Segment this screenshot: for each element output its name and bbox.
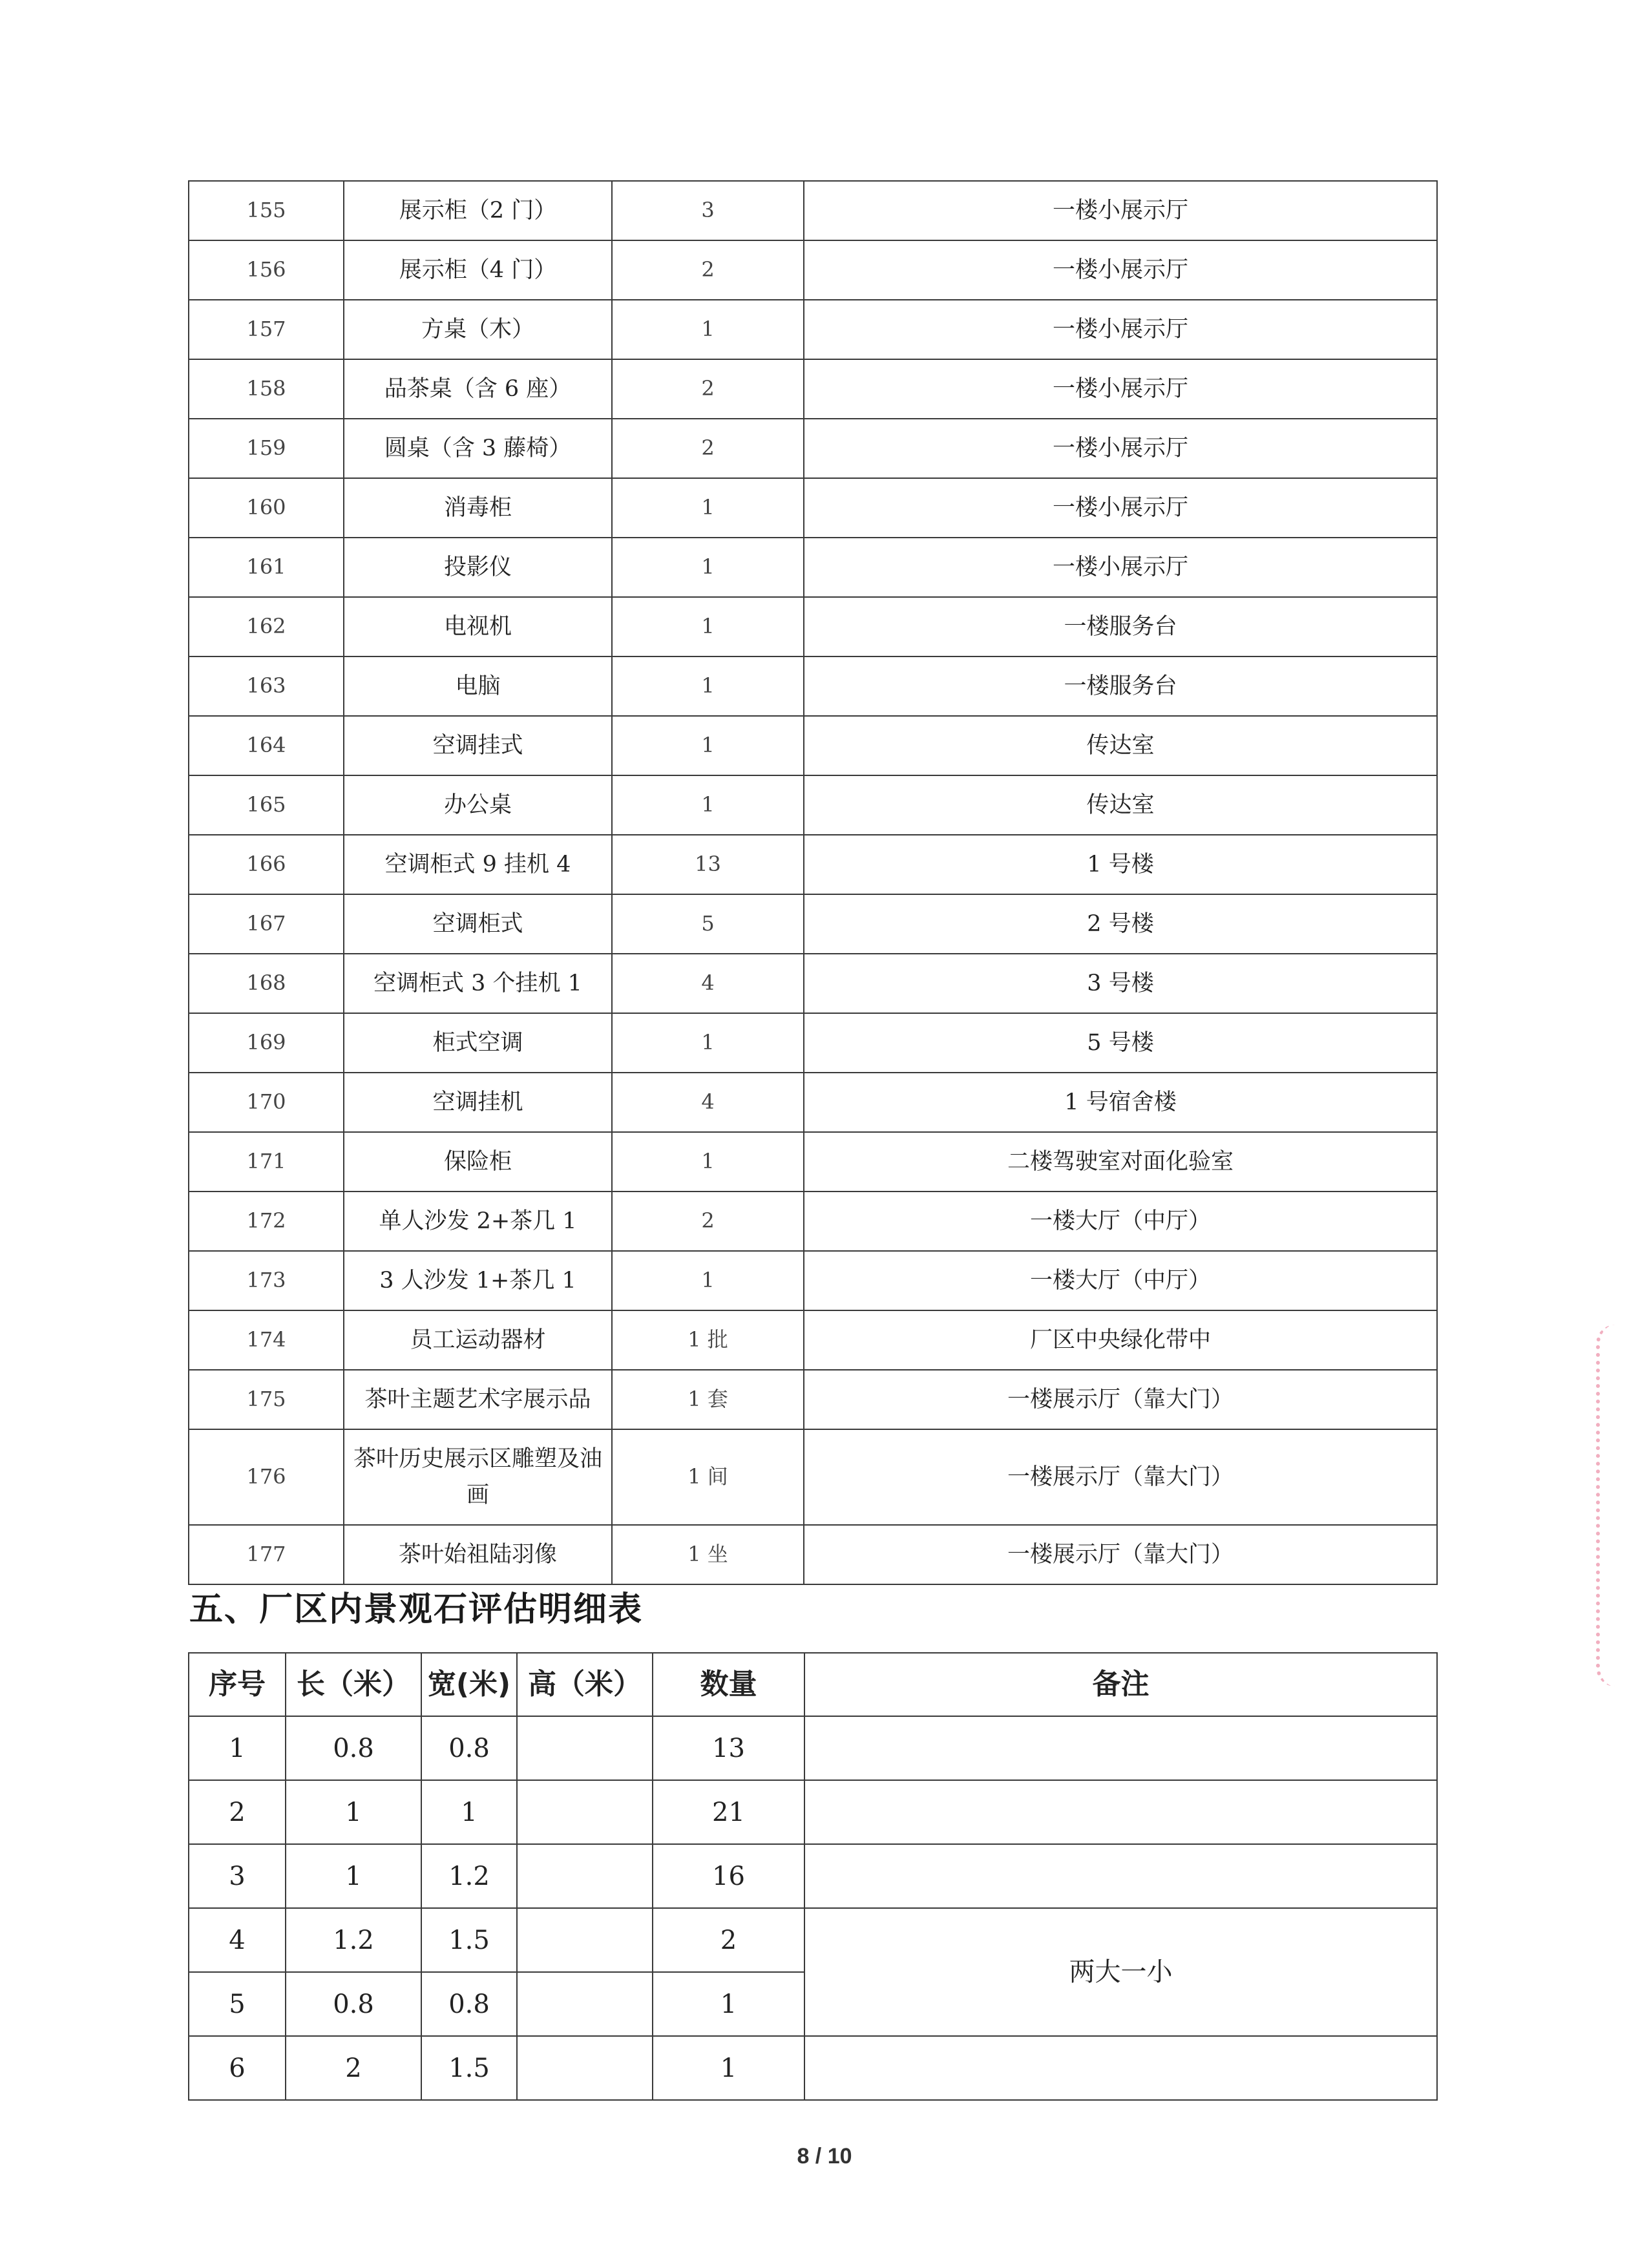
table-row xyxy=(189,835,1437,894)
item-location: 5 号楼 xyxy=(804,1013,1437,1073)
item-qty: 2 xyxy=(612,359,804,419)
item-no: 173 xyxy=(189,1251,344,1310)
item-location: 一楼小展示厅 xyxy=(804,478,1437,538)
table-row xyxy=(189,1716,1437,1780)
item-location: 一楼小展示厅 xyxy=(804,300,1437,359)
item-no: 163 xyxy=(189,656,344,716)
table-row xyxy=(189,1251,1437,1310)
item-no: 169 xyxy=(189,1013,344,1073)
page-number: 8 / 10 xyxy=(797,2144,852,2168)
stone-length: 1 xyxy=(286,1844,421,1908)
item-qty: 1 xyxy=(612,1251,804,1310)
stone-note xyxy=(804,1844,1437,1908)
table-row xyxy=(189,1013,1437,1073)
item-qty: 1 xyxy=(612,597,804,656)
stone-height xyxy=(517,1908,653,1972)
item-no: 172 xyxy=(189,1192,344,1251)
table-row xyxy=(189,1525,1437,1584)
item-name: 3 人沙发 1+茶几 1 xyxy=(344,1251,612,1310)
stone-table-header-row xyxy=(189,1653,1437,1716)
item-no: 177 xyxy=(189,1525,344,1584)
item-name: 品茶桌（含 6 座） xyxy=(344,359,612,419)
item-qty: 2 xyxy=(612,419,804,478)
red-seal-stamp-fragment xyxy=(1596,1325,1645,1686)
table-row xyxy=(189,419,1437,478)
table-row xyxy=(189,954,1437,1013)
item-location: 厂区中央绿化带中 xyxy=(804,1310,1437,1370)
stone-qty: 1 xyxy=(653,2036,804,2100)
item-no: 164 xyxy=(189,716,344,775)
stone-no: 2 xyxy=(189,1780,286,1844)
item-location: 一楼展示厅（靠大门） xyxy=(804,1370,1437,1429)
item-name: 电脑 xyxy=(344,656,612,716)
header-note: 备注 xyxy=(804,1653,1437,1716)
item-qty: 4 xyxy=(612,1073,804,1132)
stone-width: 1.5 xyxy=(421,2036,517,2100)
item-no: 167 xyxy=(189,894,344,954)
item-location: 一楼小展示厅 xyxy=(804,240,1437,300)
item-no: 174 xyxy=(189,1310,344,1370)
item-qty: 1 xyxy=(612,716,804,775)
item-no: 155 xyxy=(189,181,344,240)
item-no: 166 xyxy=(189,835,344,894)
item-qty: 13 xyxy=(612,835,804,894)
item-no: 162 xyxy=(189,597,344,656)
item-qty: 1 间 xyxy=(612,1429,804,1525)
item-location: 一楼服务台 xyxy=(804,656,1437,716)
item-name: 空调挂机 xyxy=(344,1073,612,1132)
item-location: 传达室 xyxy=(804,716,1437,775)
item-location: 一楼展示厅（靠大门） xyxy=(804,1429,1437,1525)
table-row xyxy=(189,894,1437,954)
item-qty: 5 xyxy=(612,894,804,954)
item-qty: 1 坐 xyxy=(612,1525,804,1584)
item-no: 159 xyxy=(189,419,344,478)
item-qty: 4 xyxy=(612,954,804,1013)
item-name: 空调柜式 xyxy=(344,894,612,954)
landscape-stone-table xyxy=(188,1652,1438,2101)
stone-qty: 13 xyxy=(653,1716,804,1780)
item-qty: 1 xyxy=(612,300,804,359)
item-qty: 2 xyxy=(612,1192,804,1251)
table-row xyxy=(189,775,1437,835)
item-name: 茶叶历史展示区雕塑及油画 xyxy=(344,1429,612,1525)
item-qty: 1 xyxy=(612,775,804,835)
stone-height xyxy=(517,1780,653,1844)
item-location: 一楼服务台 xyxy=(804,597,1437,656)
item-qty: 3 xyxy=(612,181,804,240)
item-qty: 1 xyxy=(612,478,804,538)
stone-width: 0.8 xyxy=(421,1972,517,2036)
item-location: 一楼小展示厅 xyxy=(804,419,1437,478)
header-length: 长（米） xyxy=(286,1653,421,1716)
stone-length: 1.2 xyxy=(286,1908,421,1972)
stone-length: 2 xyxy=(286,2036,421,2100)
item-name: 柜式空调 xyxy=(344,1013,612,1073)
item-name: 单人沙发 2+茶几 1 xyxy=(344,1192,612,1251)
item-location: 一楼小展示厅 xyxy=(804,538,1437,597)
table-row xyxy=(189,1132,1437,1192)
item-qty: 1 xyxy=(612,1132,804,1192)
item-location: 1 号宿舍楼 xyxy=(804,1073,1437,1132)
item-name: 空调挂式 xyxy=(344,716,612,775)
stone-height xyxy=(517,1844,653,1908)
item-qty: 1 套 xyxy=(612,1370,804,1429)
table-row xyxy=(189,240,1437,300)
table-row xyxy=(189,1908,1437,1972)
stone-height xyxy=(517,2036,653,2100)
header-width: 宽(米) xyxy=(421,1653,517,1716)
item-qty: 1 批 xyxy=(612,1310,804,1370)
item-name: 空调柜式 3 个挂机 1 xyxy=(344,954,612,1013)
stone-length: 0.8 xyxy=(286,1716,421,1780)
stone-width: 1 xyxy=(421,1780,517,1844)
item-location: 一楼展示厅（靠大门） xyxy=(804,1525,1437,1584)
table-row xyxy=(189,656,1437,716)
item-location: 二楼驾驶室对面化验室 xyxy=(804,1132,1437,1192)
item-location: 1 号楼 xyxy=(804,835,1437,894)
table-row xyxy=(189,1844,1437,1908)
stone-note xyxy=(804,1780,1437,1844)
stone-note xyxy=(804,1716,1437,1780)
item-name: 展示柜（2 门） xyxy=(344,181,612,240)
stone-width: 0.8 xyxy=(421,1716,517,1780)
item-qty: 1 xyxy=(612,656,804,716)
item-name: 空调柜式 9 挂机 4 xyxy=(344,835,612,894)
section-title: 五、厂区内景观石评估明细表 xyxy=(189,1590,644,1629)
table-row xyxy=(189,538,1437,597)
item-name: 投影仪 xyxy=(344,538,612,597)
stone-note-merged: 两大一小 xyxy=(804,1908,1437,2036)
asset-inventory-table xyxy=(188,180,1438,1585)
table-row xyxy=(189,478,1437,538)
item-qty: 1 xyxy=(612,1013,804,1073)
item-name: 圆桌（含 3 藤椅） xyxy=(344,419,612,478)
item-no: 161 xyxy=(189,538,344,597)
item-no: 160 xyxy=(189,478,344,538)
item-no: 156 xyxy=(189,240,344,300)
table-row xyxy=(189,300,1437,359)
table-row xyxy=(189,1780,1437,1844)
table-row xyxy=(189,1370,1437,1429)
item-no: 157 xyxy=(189,300,344,359)
item-name: 茶叶始祖陆羽像 xyxy=(344,1525,612,1584)
stone-qty: 2 xyxy=(653,1908,804,1972)
table-row xyxy=(189,1310,1437,1370)
item-no: 175 xyxy=(189,1370,344,1429)
item-location: 一楼小展示厅 xyxy=(804,181,1437,240)
stone-note xyxy=(804,2036,1437,2100)
header-qty: 数量 xyxy=(653,1653,804,1716)
stone-height xyxy=(517,1972,653,2036)
stone-length: 0.8 xyxy=(286,1972,421,2036)
stone-no: 4 xyxy=(189,1908,286,1972)
stone-qty: 16 xyxy=(653,1844,804,1908)
header-no: 序号 xyxy=(189,1653,286,1716)
item-location: 3 号楼 xyxy=(804,954,1437,1013)
item-name: 消毒柜 xyxy=(344,478,612,538)
table-row xyxy=(189,716,1437,775)
table-row xyxy=(189,1429,1437,1525)
item-no: 171 xyxy=(189,1132,344,1192)
item-location: 传达室 xyxy=(804,775,1437,835)
header-height: 高（米） xyxy=(517,1653,653,1716)
item-name: 茶叶主题艺术字展示品 xyxy=(344,1370,612,1429)
table-row xyxy=(189,597,1437,656)
stone-width: 1.2 xyxy=(421,1844,517,1908)
item-no: 168 xyxy=(189,954,344,1013)
table-row xyxy=(189,359,1437,419)
table-row xyxy=(189,1073,1437,1132)
stone-no: 5 xyxy=(189,1972,286,2036)
item-name: 员工运动器材 xyxy=(344,1310,612,1370)
item-no: 158 xyxy=(189,359,344,419)
item-name: 办公桌 xyxy=(344,775,612,835)
item-no: 165 xyxy=(189,775,344,835)
stone-qty: 21 xyxy=(653,1780,804,1844)
item-name: 展示柜（4 门） xyxy=(344,240,612,300)
item-name: 方桌（木） xyxy=(344,300,612,359)
item-location: 2 号楼 xyxy=(804,894,1437,954)
item-location: 一楼大厅（中厅） xyxy=(804,1192,1437,1251)
item-qty: 2 xyxy=(612,240,804,300)
table-row xyxy=(189,1192,1437,1251)
stone-no: 1 xyxy=(189,1716,286,1780)
table-row xyxy=(189,181,1437,240)
item-no: 170 xyxy=(189,1073,344,1132)
item-location: 一楼大厅（中厅） xyxy=(804,1251,1437,1310)
stone-no: 3 xyxy=(189,1844,286,1908)
item-qty: 1 xyxy=(612,538,804,597)
item-name: 保险柜 xyxy=(344,1132,612,1192)
stone-length: 1 xyxy=(286,1780,421,1844)
item-name: 电视机 xyxy=(344,597,612,656)
item-location: 一楼小展示厅 xyxy=(804,359,1437,419)
stone-no: 6 xyxy=(189,2036,286,2100)
stone-height xyxy=(517,1716,653,1780)
stone-qty: 1 xyxy=(653,1972,804,2036)
table-row xyxy=(189,2036,1437,2100)
stone-width: 1.5 xyxy=(421,1908,517,1972)
item-no: 176 xyxy=(189,1429,344,1525)
